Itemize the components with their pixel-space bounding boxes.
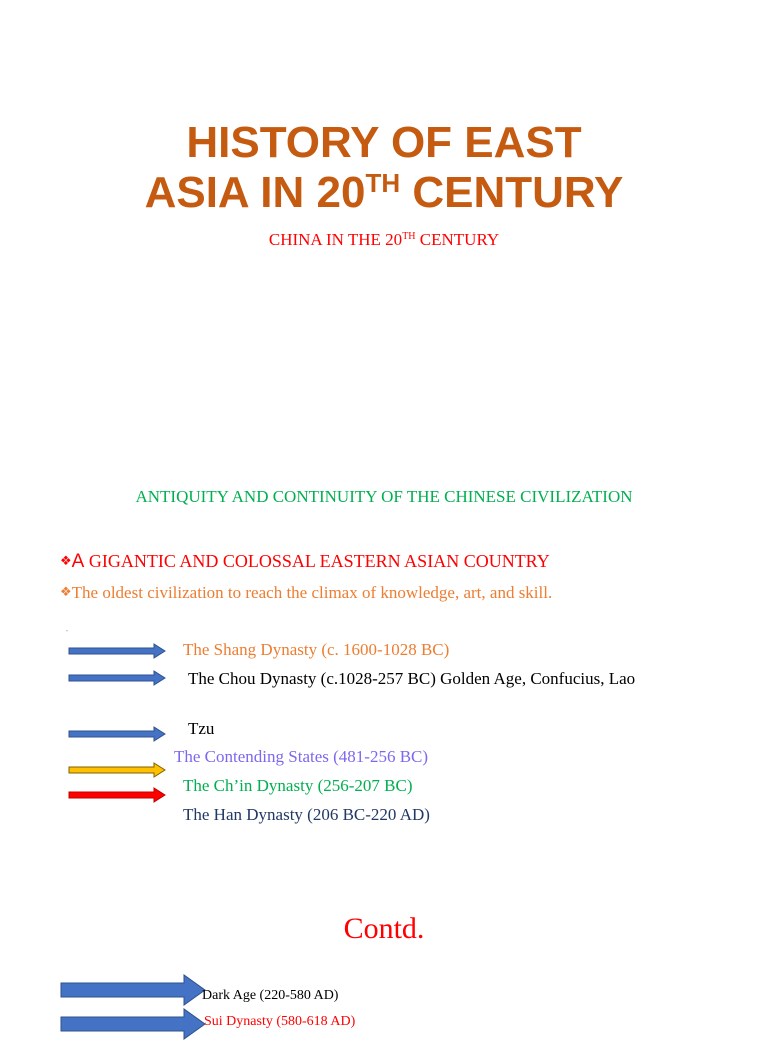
dynasty-chou-continued: Tzu <box>188 719 215 738</box>
arrow-icon <box>60 974 206 1006</box>
diamond-bullet-icon: ❖ <box>60 554 72 569</box>
section-heading: ANTIQUITY AND CONTINUITY OF THE CHINESE CIVILIZATION <box>135 487 633 506</box>
diamond-bullet-icon: ❖ <box>60 585 72 600</box>
dynasty-shang: The Shang Dynasty (c. 1600-1028 BC) <box>183 640 450 659</box>
page-subtitle: CHINA IN THE 20TH CENTURY <box>268 230 500 249</box>
title-line-2: ASIA IN 20TH CENTURY <box>144 168 624 217</box>
arrow-icon <box>68 726 166 742</box>
arrow-icon <box>68 787 166 803</box>
dynasty-han: The Han Dynasty (206 BC-220 AD) <box>183 805 430 824</box>
continued-heading: Contd. <box>343 912 425 945</box>
dynasty-chin: The Ch’in Dynasty (256-207 BC) <box>183 776 413 795</box>
period-dark-age: Dark Age (220-580 AD) <box>202 988 339 1003</box>
arrow-icon <box>60 1008 206 1040</box>
bullet-item-civilization: ❖The oldest civilization to reach the climax of knowledge, art, and skill. <box>60 583 553 602</box>
period-sui-dynasty: Sui Dynasty (580-618 AD) <box>204 1014 356 1029</box>
bullet-item-country: ❖A GIGANTIC AND COLOSSAL EASTERN ASIAN COUNTRY <box>60 551 550 572</box>
page-title <box>0 118 768 218</box>
arrow-icon <box>68 762 166 778</box>
dynasty-chou: The Chou Dynasty (c.1028-257 BC) Golden Age, Confucius, Lao <box>188 669 636 688</box>
arrow-icon <box>68 643 166 659</box>
arrow-icon <box>68 670 166 686</box>
dynasty-contending-states: The Contending States (481-256 BC) <box>174 747 429 766</box>
title-line-1: HISTORY OF EAST <box>186 118 582 167</box>
stray-mark: " <box>66 630 69 636</box>
